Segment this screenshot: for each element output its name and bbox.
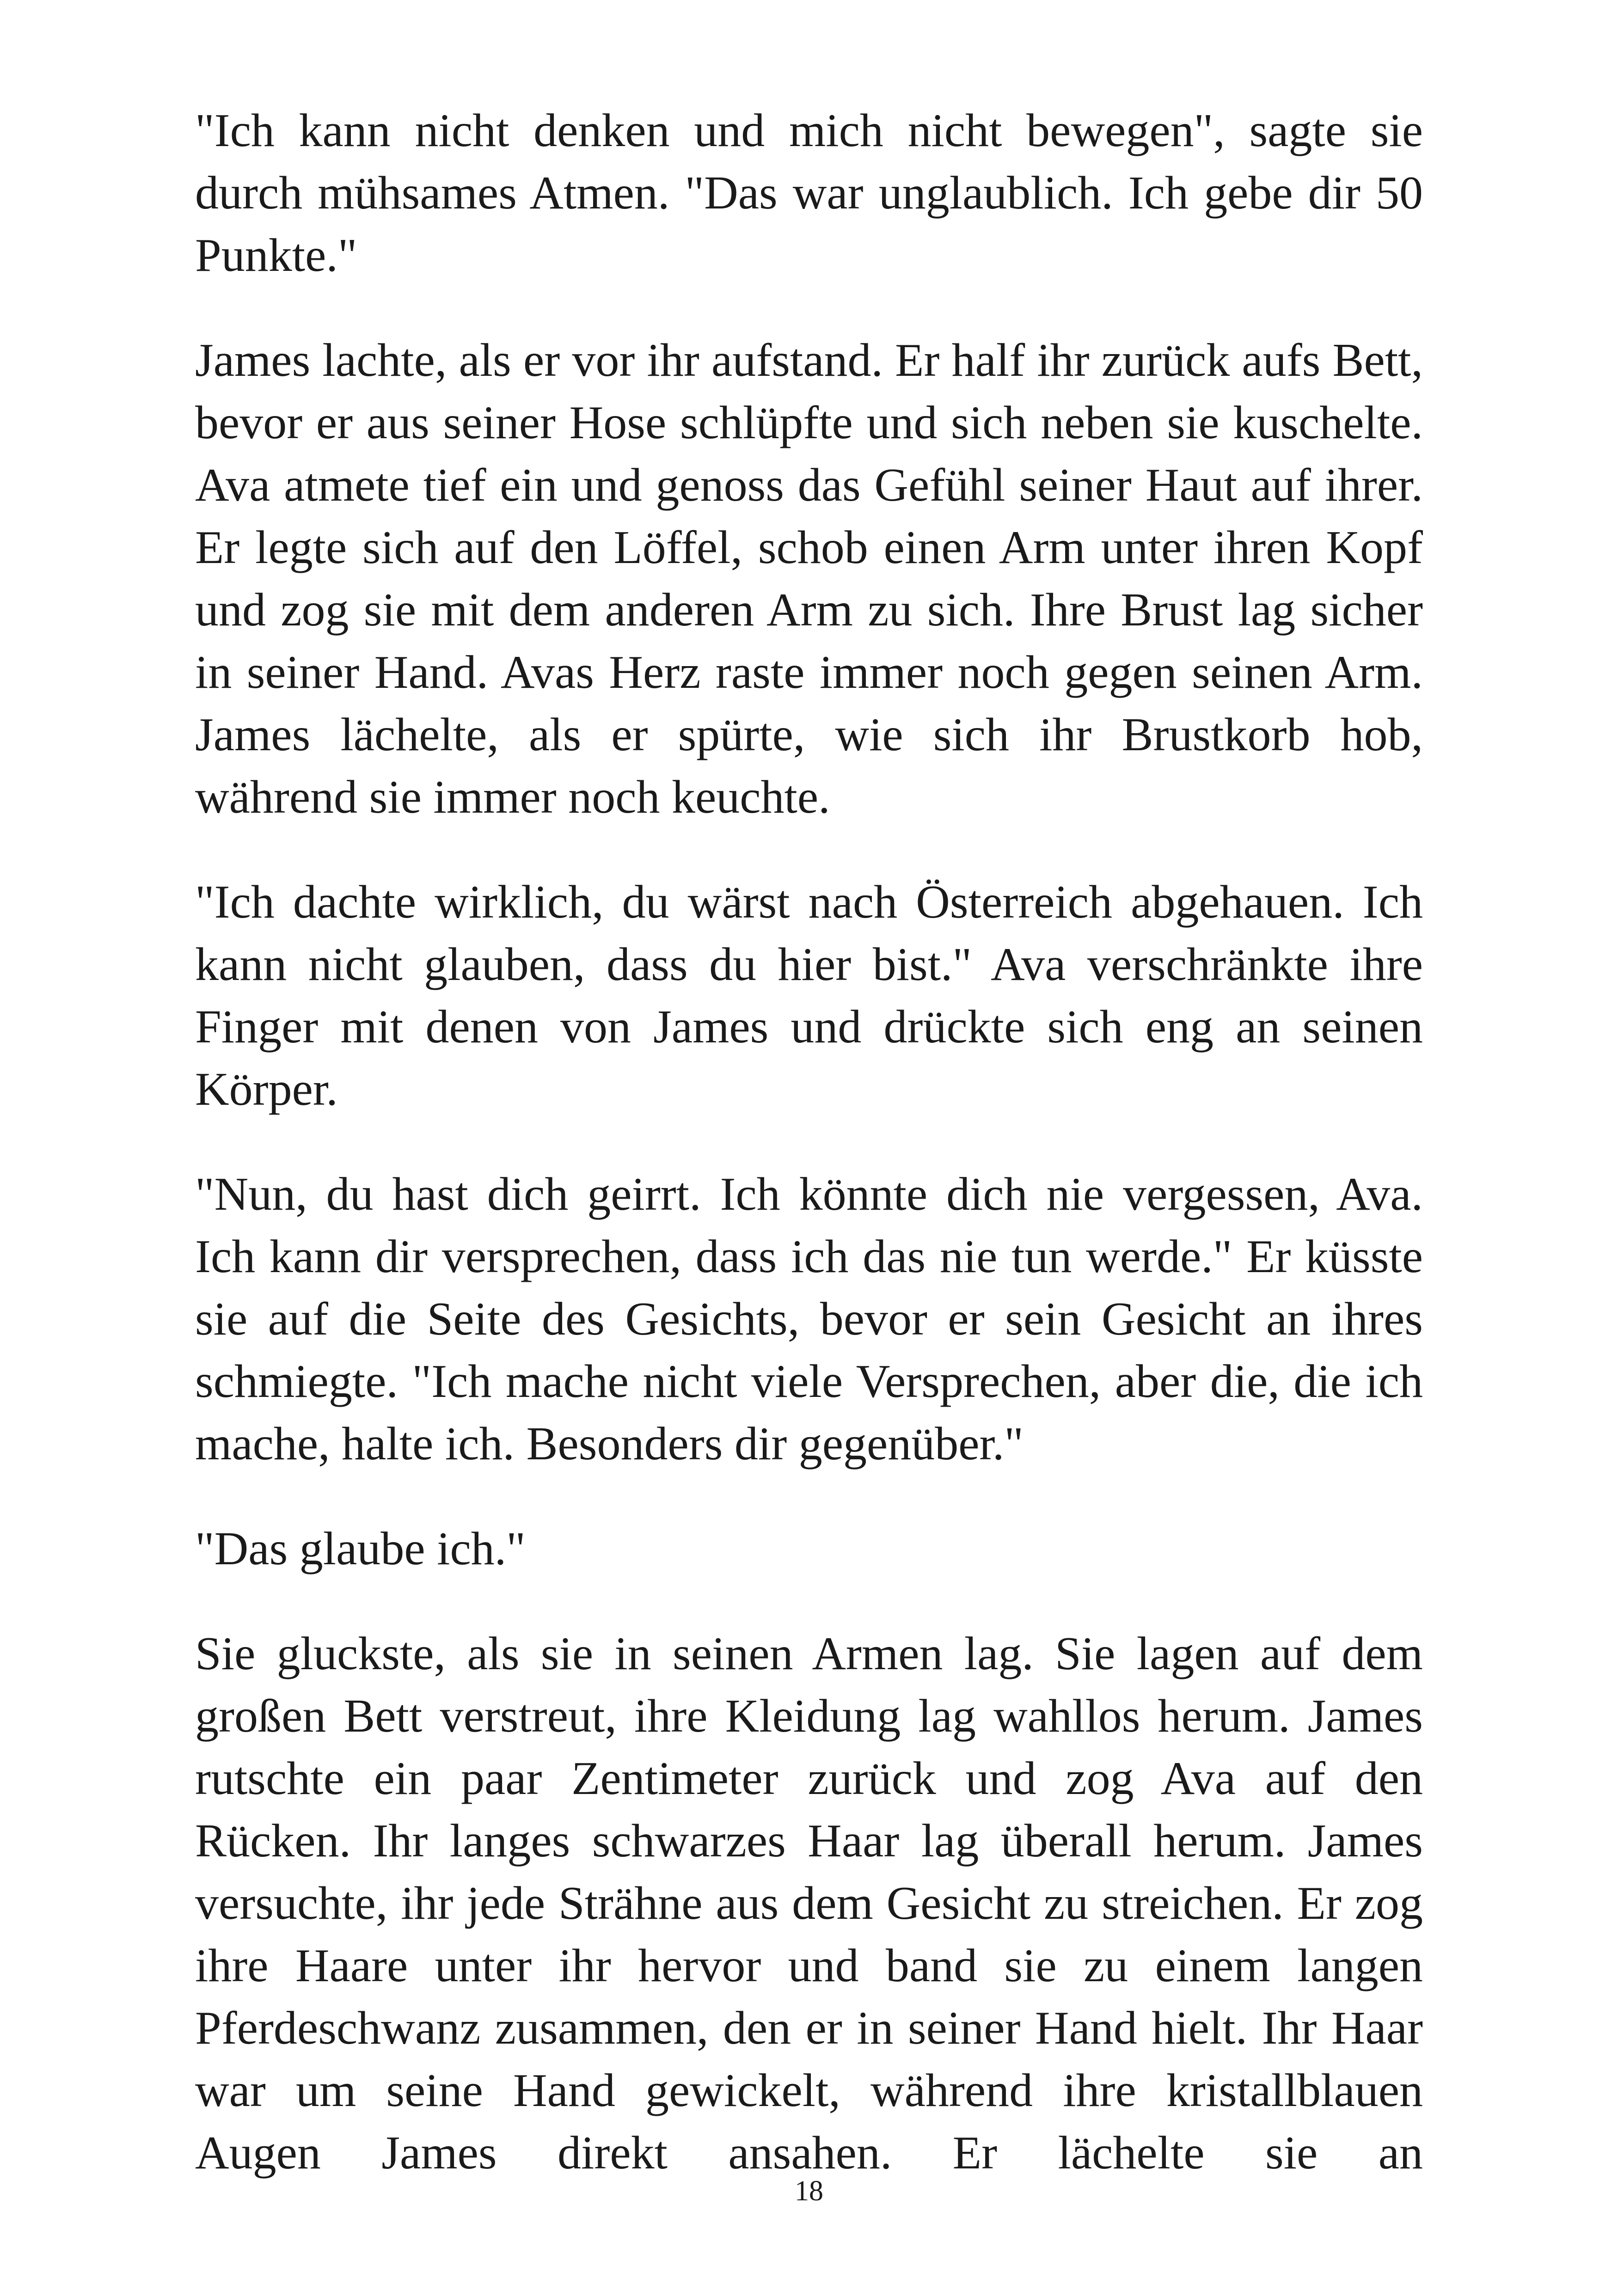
paragraph: "Das glaube ich." bbox=[195, 1523, 526, 1575]
paragraph: Sie gluckste, als sie in seinen Armen lag. Sie lagen auf dem großen Bett verstreut, ihre Kleidung lag wahllos herum. James rutschte ein paar Zentimeter zurück und zog Ava auf den Rücken. Ihr langes schwarzes Haar lag überall herum. James versuchte, ihr jede Strähne aus dem Gesicht zu streichen. Er zog ihre Haare unter ihr hervor und band sie zu einem langen Pferdeschwanz zusammen, den er in seiner Hand hielt. Ihr Haar war um seine Hand gewickelt, während ihre kristallblauen Augen James direkt ansahen. Er lächelte sie an bbox=[195, 1628, 1423, 2179]
paragraph: "Nun, du hast dich geirrt. Ich könnte dich nie vergessen, Ava. Ich kann dir versprechen, dass ich das nie tun werde." Er küsste sie auf die Seite des Gesichts, bevor er sein Gesicht an ihres schmiegte. "Ich mache nicht viele Versprechen, aber die, die ich mache, halte ich. Besonders dir gegenüber." bbox=[195, 1168, 1423, 1470]
paragraph: "Ich dachte wirklich, du wärst nach Österreich abgehauen. Ich kann nicht glauben, dass du hier bist." Ava verschränkte ihre Finger mit denen von James und drückte sich eng an seinen Körper. bbox=[195, 876, 1423, 1115]
body-text bbox=[195, 99, 1423, 2184]
paragraph: James lachte, als er vor ihr aufstand. Er half ihr zurück aufs Bett, bevor er aus seiner Hose schlüpfte und sich neben sie kuschelte. Ava atmete tief ein und genoss das Gefühl seiner Haut auf ihrer. Er legte sich auf den Löffel, schob einen Arm unter ihren Kopf und zog sie mit dem anderen Arm zu sich. Ihre Brust lag sicher in seiner Hand. Avas Herz raste immer noch gegen seinen Arm. James lächelte, als er spürte, wie sich ihr Brustkorb hob, während sie immer noch keuchte. bbox=[195, 334, 1423, 823]
paragraph: "Ich kann nicht denken und mich nicht bewegen", sagte sie durch mühsames Atmen. "Das war unglaublich. Ich gebe dir 50 Punkte." bbox=[195, 104, 1423, 282]
page-number: 18 bbox=[795, 2175, 823, 2207]
